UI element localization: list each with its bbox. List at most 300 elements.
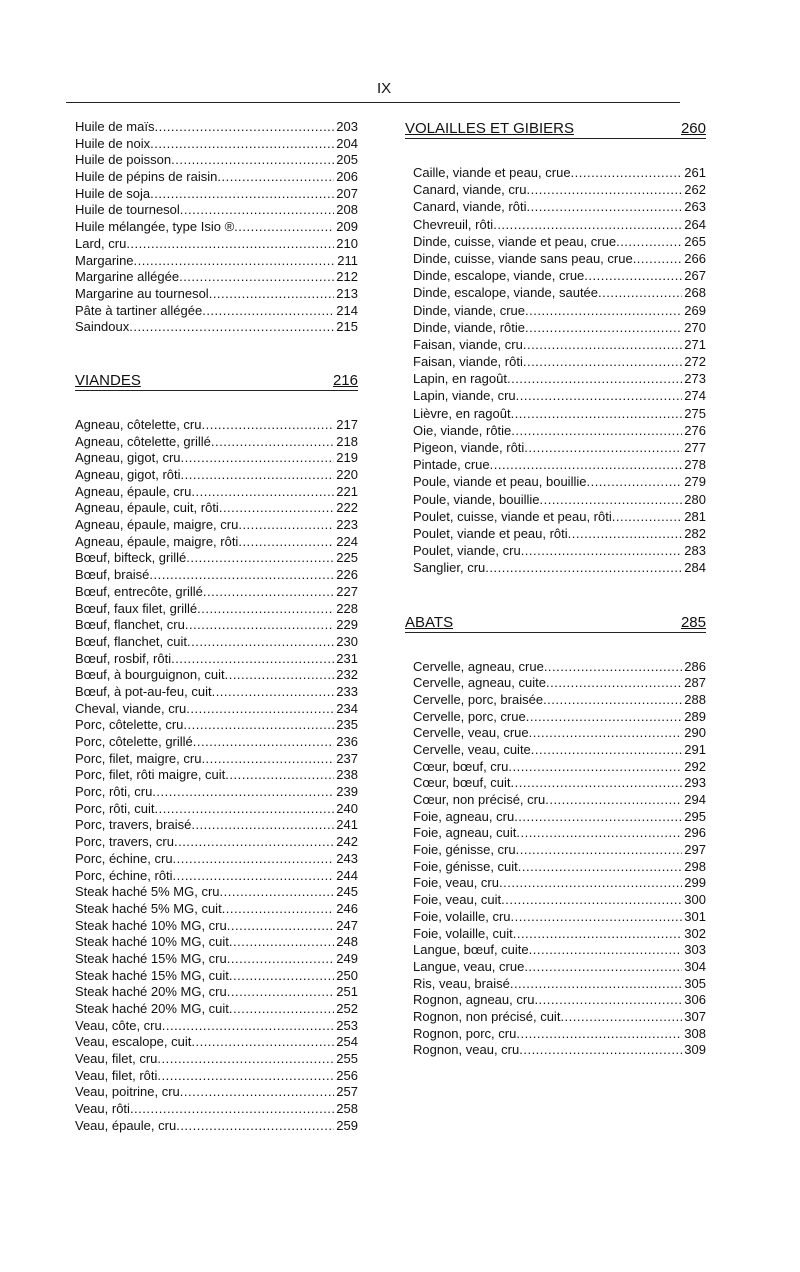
toc-entry[interactable] (75, 219, 358, 236)
entry-label: Huile de soja (75, 185, 151, 201)
entry-label: Bœuf, rosbif, rôti (75, 650, 172, 666)
entry-page: 209 (336, 219, 358, 235)
toc-entry[interactable] (413, 825, 706, 842)
dot-leader (568, 526, 683, 543)
toc-entry[interactable] (413, 285, 706, 302)
dot-leader (227, 951, 335, 968)
section-title: VIANDES (75, 371, 141, 389)
entry-label: Foie, veau, cuit (413, 892, 502, 908)
entry-page: 259 (336, 1117, 358, 1133)
entry-label: Porc, filet, maigre, cru (75, 750, 202, 766)
toc-entry[interactable] (75, 517, 358, 534)
dot-leader (526, 182, 682, 199)
entry-label: Porc, côtelette, cru (75, 717, 184, 733)
toc-entry[interactable] (413, 842, 706, 859)
toc-entry[interactable] (75, 467, 358, 484)
entry-page: 305 (684, 975, 706, 991)
entry-label: Porc, rôti, cru (75, 784, 153, 800)
toc-entry[interactable] (75, 784, 358, 801)
toc-entry[interactable] (75, 136, 358, 153)
entry-label: Margarine allégée (75, 269, 180, 285)
entry-page: 293 (684, 775, 706, 791)
dot-leader (516, 825, 682, 842)
toc-entry[interactable] (413, 268, 706, 285)
entry-page: 276 (684, 422, 706, 438)
entry-label: Agneau, gigot, rôti (75, 467, 181, 482)
entry-page: 308 (684, 1025, 706, 1041)
dot-leader (534, 992, 682, 1009)
entry-page: 256 (336, 1067, 358, 1083)
entry-page: 250 (336, 967, 358, 983)
entry-page: 306 (684, 992, 706, 1008)
entry-label: Cervelle, agneau, cuite (413, 675, 546, 691)
toc-entry[interactable] (75, 984, 358, 1001)
entry-page: 222 (336, 500, 358, 516)
entry-page: 223 (336, 517, 358, 533)
entry-label: Dinde, cuisse, viande sans peau, crue (413, 250, 633, 266)
toc-entry[interactable] (413, 775, 706, 792)
entry-label: Ris, veau, braisé (413, 975, 510, 991)
entry-page: 247 (336, 917, 358, 933)
entry-label: Huile de maïs (75, 119, 155, 134)
toc-entry[interactable] (413, 892, 706, 909)
entry-label: Dinde, escalope, viande, sautée (413, 285, 599, 301)
left-column (75, 119, 358, 1135)
entry-label: Cervelle, veau, crue (413, 725, 529, 741)
dot-leader (202, 303, 334, 320)
dot-leader (524, 440, 682, 457)
entry-label: Lard, cru (75, 235, 127, 251)
toc-entry[interactable] (413, 474, 706, 491)
entry-label: Agneau, côtelette, grillé (75, 433, 211, 449)
toc-entry[interactable] (413, 859, 706, 876)
toc-entry[interactable] (75, 500, 358, 517)
toc-entry[interactable] (75, 1068, 358, 1085)
dot-leader (238, 517, 334, 534)
toc-entry[interactable] (413, 792, 706, 809)
toc-entry[interactable] (413, 992, 706, 1009)
dot-leader (191, 484, 334, 501)
dot-leader (201, 751, 334, 768)
dot-leader (616, 234, 682, 251)
toc-entry[interactable] (413, 509, 706, 526)
entry-label: Rognon, non précisé, cuit (413, 1008, 561, 1024)
dot-leader (499, 875, 682, 892)
entry-page: 253 (336, 1017, 358, 1033)
dot-leader (220, 884, 335, 901)
entry-page: 225 (336, 550, 358, 566)
toc-entry[interactable] (413, 440, 706, 457)
entry-page: 275 (684, 405, 706, 421)
toc-entry[interactable] (413, 976, 706, 993)
dot-leader (586, 474, 682, 491)
dot-leader (134, 253, 336, 270)
entry-page: 248 (336, 934, 358, 950)
dot-leader (612, 509, 683, 526)
entry-label: Bœuf, faux filet, grillé (75, 600, 198, 616)
entry-label: Poulet, viande, cru (413, 543, 521, 559)
dot-leader (584, 268, 682, 285)
entry-label: Cœur, bœuf, cru (413, 758, 509, 774)
entry-label: Steak haché 5% MG, cru (75, 884, 220, 900)
entry-page: 279 (684, 474, 706, 490)
toc-entry[interactable] (75, 319, 358, 336)
toc-entry[interactable] (75, 918, 358, 935)
toc-entry[interactable] (75, 269, 358, 286)
toc-entry[interactable] (413, 560, 706, 577)
dot-leader (209, 286, 335, 303)
entry-page: 268 (684, 285, 706, 301)
dot-leader (149, 567, 334, 584)
toc-entry[interactable] (413, 742, 706, 759)
toc-entry[interactable] (75, 1084, 358, 1101)
entry-label: Pintade, crue (413, 457, 490, 473)
toc-entry[interactable] (75, 667, 358, 684)
toc-entry[interactable] (413, 959, 706, 976)
entry-page: 249 (336, 950, 358, 966)
toc-entry[interactable] (75, 868, 358, 885)
toc-entry[interactable] (75, 717, 358, 734)
entry-page: 204 (336, 135, 358, 151)
toc-list-viandes (75, 417, 358, 1135)
entry-page: 281 (684, 508, 706, 524)
entry-label: Dinde, viande, crue (413, 302, 526, 318)
toc-entry[interactable] (75, 617, 358, 634)
entry-label: Bœuf, flanchet, cru (75, 617, 185, 633)
dot-leader (507, 371, 682, 388)
entry-page: 296 (684, 825, 706, 841)
entry-label: Cervelle, veau, cuite (413, 741, 531, 757)
toc-entry[interactable] (75, 434, 358, 451)
right-column (405, 120, 706, 1059)
toc-entry[interactable] (75, 817, 358, 834)
toc-entry[interactable] (413, 337, 706, 354)
entry-page: 274 (684, 388, 706, 404)
dot-leader (180, 202, 335, 219)
entry-label: Langue, veau, crue (413, 958, 525, 974)
dot-leader (212, 684, 335, 701)
entry-page: 230 (336, 633, 358, 649)
toc-entry[interactable] (75, 601, 358, 618)
toc-entry[interactable] (75, 1101, 358, 1118)
toc-entry[interactable] (413, 543, 706, 560)
entry-label: Foie, génisse, cru (413, 842, 516, 858)
entry-page: 269 (684, 302, 706, 318)
toc-entry[interactable] (75, 651, 358, 668)
spacer (413, 578, 706, 614)
toc-entry[interactable] (75, 534, 358, 551)
entry-page: 284 (684, 560, 706, 576)
entry-label: Poule, viande, bouillie (413, 491, 540, 507)
toc-entry[interactable] (413, 709, 706, 726)
toc-entry[interactable] (75, 186, 358, 203)
entry-label: Steak haché 10% MG, cru (75, 917, 227, 933)
entry-page: 244 (336, 867, 358, 883)
toc-entry[interactable] (413, 526, 706, 543)
toc-entry[interactable] (413, 388, 706, 405)
toc-entry[interactable] (75, 484, 358, 501)
toc-entry[interactable] (413, 251, 706, 268)
entry-page: 234 (336, 700, 358, 716)
entry-label: Bœuf, entrecôte, grillé (75, 583, 203, 599)
entry-page: 246 (336, 900, 358, 916)
entry-page: 287 (684, 675, 706, 691)
section-heading-volailles[interactable] (405, 120, 706, 139)
dot-leader (186, 701, 334, 718)
dot-leader (130, 1101, 334, 1118)
entry-label: Veau, escalope, cuit (75, 1034, 192, 1050)
dot-leader (173, 868, 335, 885)
dot-leader (523, 337, 682, 354)
toc-entry[interactable] (413, 320, 706, 337)
entry-label: Pigeon, viande, rôti (413, 440, 525, 455)
entry-page: 266 (684, 250, 706, 266)
entry-page: 239 (336, 784, 358, 800)
toc-entry[interactable] (75, 701, 358, 718)
entry-page: 228 (336, 600, 358, 616)
dot-leader (157, 1051, 334, 1068)
dot-leader (181, 467, 335, 484)
toc-entry[interactable] (75, 801, 358, 818)
toc-entry[interactable] (75, 851, 358, 868)
toc-entry[interactable] (75, 253, 358, 270)
dot-leader (523, 354, 682, 371)
dot-leader (157, 1068, 334, 1085)
entry-page: 271 (684, 336, 706, 352)
toc-entry[interactable] (413, 406, 706, 423)
dot-leader (152, 784, 334, 801)
entry-label: Poulet, viande et peau, rôti (413, 525, 568, 541)
toc-entry[interactable] (75, 119, 358, 136)
section-heading-abats[interactable] (405, 614, 706, 633)
dot-leader (154, 119, 334, 136)
dot-leader (525, 320, 682, 337)
toc-entry[interactable] (75, 884, 358, 901)
toc-entry[interactable] (75, 303, 358, 320)
toc-entry[interactable] (75, 450, 358, 467)
toc-entry[interactable] (413, 423, 706, 440)
entry-label: Rognon, veau, cru (413, 1042, 520, 1058)
toc-entry[interactable] (413, 942, 706, 959)
entry-page: 299 (684, 875, 706, 891)
toc-entry[interactable] (75, 767, 358, 784)
entry-page: 265 (684, 233, 706, 249)
entry-label: Porc, rôti, cuit (75, 800, 155, 816)
toc-entry[interactable] (75, 1001, 358, 1018)
entry-label: Agneau, épaule, cuit, rôti (75, 500, 219, 516)
entry-label: Cœur, non précisé, cru (413, 792, 546, 807)
dot-leader (219, 500, 334, 517)
toc-entry[interactable] (75, 1018, 358, 1035)
dot-leader (126, 236, 334, 253)
toc-entry[interactable] (75, 951, 358, 968)
toc-entry[interactable] (75, 734, 358, 751)
toc-entry[interactable] (413, 492, 706, 509)
toc-entry[interactable] (413, 217, 706, 234)
entry-label: Steak haché 5% MG, cuit (75, 900, 222, 916)
dot-leader (529, 725, 683, 742)
toc-entry[interactable] (413, 199, 706, 216)
entry-label: Huile de noix (75, 135, 151, 151)
spacer (75, 336, 358, 372)
dot-leader (516, 842, 683, 859)
toc-entry[interactable] (75, 634, 358, 651)
toc-entry[interactable] (75, 169, 358, 186)
entry-page: 233 (336, 683, 358, 699)
entry-page: 232 (336, 667, 358, 683)
toc-entry[interactable] (413, 457, 706, 474)
toc-entry[interactable] (413, 675, 706, 692)
dot-leader (227, 918, 335, 935)
toc-entry[interactable] (413, 926, 706, 943)
entry-page: 262 (684, 182, 706, 198)
toc-entry[interactable] (413, 875, 706, 892)
toc-entry[interactable] (413, 725, 706, 742)
entry-page: 242 (336, 834, 358, 850)
dot-leader (181, 450, 335, 467)
toc-entry[interactable] (75, 152, 358, 169)
toc-list-fats (75, 119, 358, 336)
entry-label: Foie, veau, cru (413, 875, 499, 891)
toc-entry[interactable] (413, 1026, 706, 1043)
entry-page: 210 (336, 235, 358, 251)
dot-leader (171, 651, 334, 668)
dot-leader (203, 584, 334, 601)
entry-page: 303 (684, 942, 706, 958)
dot-leader (525, 303, 682, 320)
entry-label: Porc, échine, cru (75, 850, 173, 866)
entry-label: Lapin, viande, cru (413, 388, 516, 404)
entry-label: Veau, épaule, cru (75, 1117, 177, 1133)
entry-page: 307 (684, 1008, 706, 1024)
dot-leader (229, 968, 334, 985)
toc-entry[interactable] (75, 202, 358, 219)
entry-label: Margarine au tournesol (75, 285, 209, 301)
entry-page: 237 (336, 750, 358, 766)
entry-label: Rognon, agneau, cru (413, 992, 535, 1008)
entry-label: Veau, poitrine, cru (75, 1084, 180, 1100)
toc-entry[interactable] (413, 659, 706, 676)
dot-leader (539, 492, 682, 509)
toc-entry[interactable] (75, 684, 358, 701)
entry-label: Foie, génisse, cuit (413, 858, 518, 874)
entry-page: 214 (336, 302, 358, 318)
toc-entry[interactable] (75, 236, 358, 253)
toc-entry[interactable] (75, 901, 358, 918)
toc-entry[interactable] (75, 1051, 358, 1068)
entry-label: Lièvre, en ragoût (413, 405, 511, 421)
dot-leader (529, 942, 683, 959)
toc-entry[interactable] (413, 371, 706, 388)
dot-leader (186, 550, 334, 567)
toc-entry[interactable] (75, 834, 358, 851)
entry-label: Huile mélangée, type Isio ® (75, 219, 235, 235)
entry-label: Poule, viande et peau, bouillie (413, 474, 587, 490)
entry-page: 245 (336, 884, 358, 900)
toc-entry[interactable] (413, 165, 706, 182)
entry-label: Canard, viande, rôti (413, 199, 527, 215)
dot-leader (508, 759, 682, 776)
toc-entry[interactable] (413, 182, 706, 199)
dot-leader (174, 834, 334, 851)
toc-entry[interactable] (413, 1042, 706, 1059)
entry-page: 251 (336, 984, 358, 1000)
entry-page: 229 (336, 617, 358, 633)
entry-label: Cheval, viande, cru (75, 700, 187, 716)
dot-leader (531, 742, 683, 759)
entry-page: 294 (684, 792, 706, 807)
section-heading-viandes[interactable] (75, 372, 358, 391)
entry-label: Cervelle, porc, braisée (413, 691, 544, 707)
entry-label: Cœur, bœuf, cuit (413, 775, 511, 791)
toc-entry[interactable] (75, 934, 358, 951)
toc-entry[interactable] (413, 1009, 706, 1026)
header-rule (66, 102, 680, 103)
toc-entry[interactable] (75, 1118, 358, 1135)
dot-leader (211, 434, 334, 451)
dot-leader (217, 169, 334, 186)
entry-page: 206 (336, 169, 358, 185)
dot-leader (511, 775, 683, 792)
entry-label: Veau, côte, cru (75, 1017, 162, 1033)
dot-leader (238, 534, 334, 551)
dot-leader (180, 1084, 335, 1101)
dot-leader (490, 457, 683, 474)
toc-entry[interactable] (75, 417, 358, 434)
toc-entry[interactable] (413, 809, 706, 826)
toc-entry[interactable] (75, 1034, 358, 1051)
dot-leader (225, 767, 334, 784)
entry-label: Huile de poisson (75, 152, 172, 168)
entry-label: Margarine (75, 252, 134, 268)
entry-page: 270 (684, 319, 706, 335)
toc-entry[interactable] (75, 968, 358, 985)
entry-page: 264 (684, 216, 706, 232)
entry-label: Porc, travers, braisé (75, 817, 192, 833)
toc-entry[interactable] (413, 303, 706, 320)
dot-leader (183, 717, 334, 734)
entry-label: Faisan, viande, cru (413, 336, 523, 352)
toc-entry[interactable] (413, 692, 706, 709)
toc-entry[interactable] (75, 286, 358, 303)
entry-label: Lapin, en ragoût (413, 371, 507, 387)
toc-entry[interactable] (413, 909, 706, 926)
dot-leader (222, 901, 335, 918)
entry-label: Agneau, épaule, maigre, cru (75, 517, 239, 533)
toc-entry[interactable] (413, 234, 706, 251)
entry-page: 272 (684, 354, 706, 370)
dot-leader (191, 817, 334, 834)
entry-label: Faisan, viande, rôti (413, 354, 523, 370)
toc-entry[interactable] (75, 751, 358, 768)
dot-leader (173, 851, 335, 868)
toc-entry[interactable] (75, 567, 358, 584)
entry-label: Foie, volaille, cru (413, 908, 511, 924)
toc-entry[interactable] (413, 759, 706, 776)
entry-label: Poulet, cuisse, viande et peau, rôti (413, 508, 612, 524)
entry-label: Agneau, épaule, cru (75, 483, 192, 499)
entry-label: Agneau, côtelette, cru (75, 416, 202, 432)
toc-entry[interactable] (413, 354, 706, 371)
dot-leader (571, 165, 683, 182)
entry-page: 309 (684, 1042, 706, 1058)
toc-entry[interactable] (75, 550, 358, 567)
toc-list-volailles (413, 165, 706, 578)
entry-page: 261 (684, 165, 706, 180)
dot-leader (493, 217, 682, 234)
toc-entry[interactable] (75, 584, 358, 601)
section-page: 260 (680, 120, 706, 137)
